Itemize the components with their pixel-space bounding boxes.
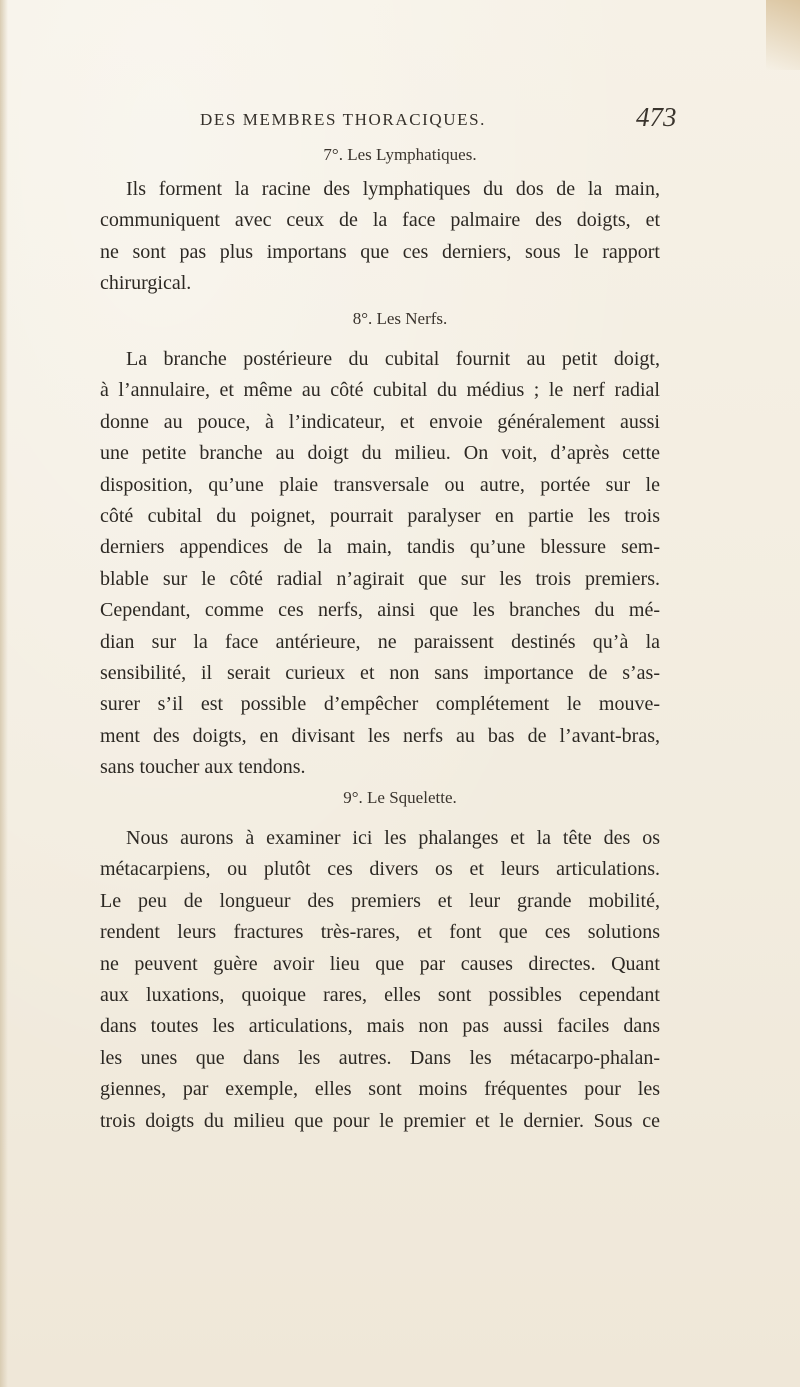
- text-line: à l’annulaire, et même au côté cubital du médius ; le nerf radial: [100, 379, 660, 402]
- text-line: dans toutes les articulations, mais non pas aussi faciles dans: [100, 1015, 660, 1038]
- page-edge-shadow: [0, 0, 8, 1387]
- section-title-lymphatiques: 7°. Les Lymphatiques.: [323, 145, 477, 164]
- text-line: les unes que dans les autres. Dans les métacarpo-phalan-: [100, 1046, 660, 1069]
- text-line: Nous aurons à examiner ici les phalanges et la tête des os: [126, 827, 660, 849]
- text-line: Le peu de longueur des premiers et leur grande mobilité,: [100, 889, 660, 912]
- page-header: [0, 102, 800, 148]
- text-line: ne sont pas plus importans que ces derniers, sous le rapport: [100, 240, 660, 263]
- text-line: La branche postérieure du cubital fournit au petit doigt,: [126, 348, 660, 370]
- text-line: une petite branche au doigt du milieu. On voit, d’après cette: [100, 442, 660, 465]
- text-line: Cependant, comme ces nerfs, ainsi que les branches du mé-: [100, 599, 660, 622]
- running-head: DES MEMBRES THORACIQUES.: [200, 110, 487, 129]
- text-line: dian sur la face antérieure, ne paraissent destinés qu’à la: [100, 630, 660, 653]
- text-line: côté cubital du poignet, pourrait paralyser en partie les trois: [100, 504, 660, 527]
- text-line: communiquent avec ceux de la face palmaire des doigts, et: [100, 209, 660, 232]
- text-line: donne au pouce, à l’indicateur, et envoie généralement aussi: [100, 410, 660, 433]
- text-line: surer s’il est possible d’empêcher complétement le mouve-: [100, 693, 660, 716]
- text-line: blable sur le côté radial n’agirait que sur les trois premiers.: [100, 567, 660, 590]
- text-line: métacarpiens, ou plutôt ces divers os et leurs articulations.: [100, 858, 660, 881]
- text-line: chirurgical.: [100, 272, 192, 295]
- page-number: 473: [636, 102, 677, 132]
- text-line: trois doigts du milieu que pour le premier et le dernier. Sous ce: [100, 1109, 660, 1132]
- text-line: disposition, qu’une plaie transversale ou autre, portée sur le: [100, 473, 660, 496]
- paragraph-lymphatiques: [100, 174, 660, 300]
- text-line: ne peuvent guère avoir lieu que par causes directes. Quant: [100, 952, 660, 975]
- text-line: ment des doigts, en divisant les nerfs au bas de l’avant-bras,: [100, 724, 660, 747]
- text-line: Ils forment la racine des lymphatiques du dos de la main,: [126, 178, 660, 200]
- section-title-nerfs: 8°. Les Nerfs.: [352, 309, 448, 328]
- text-line: sensibilité, il serait curieux et non sans importance de s’as-: [100, 661, 660, 684]
- text-line: derniers appendices de la main, tandis qu’une blessure sem-: [100, 536, 660, 559]
- text-line: aux luxations, quoique rares, elles sont possibles cependant: [100, 983, 660, 1006]
- text-line: giennes, par exemple, elles sont moins fréquentes pour les: [100, 1078, 660, 1101]
- section-title-squelette: 9°. Le Squelette.: [343, 788, 457, 807]
- text-line: sans toucher aux tendons.: [100, 756, 306, 779]
- paragraph-nerfs: [100, 344, 660, 783]
- text-line: rendent leurs fractures très-rares, et font que ces solutions: [100, 921, 660, 944]
- paragraph-squelette: [100, 823, 660, 1137]
- paper-stain: [766, 0, 800, 70]
